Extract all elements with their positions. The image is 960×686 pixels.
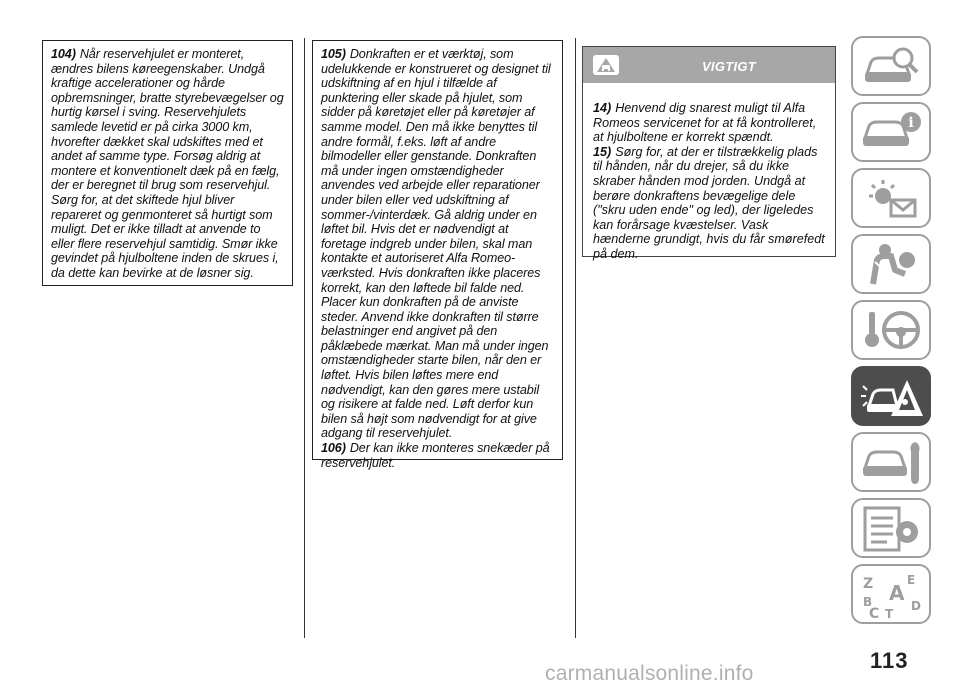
car-wrench-icon <box>859 438 925 488</box>
svg-text:A: A <box>889 581 905 605</box>
warning-box <box>582 46 836 261</box>
svg-text:E: E <box>907 573 916 587</box>
tab-index[interactable] <box>851 564 931 624</box>
note-ref: 14) <box>593 101 612 115</box>
tab-in-an-emergency[interactable] <box>851 366 931 426</box>
note-104 <box>51 47 284 281</box>
note-105 <box>321 47 554 441</box>
alphabetical-index-icon <box>859 570 925 620</box>
warning-lights-icon <box>859 174 925 224</box>
warning-body <box>583 83 835 262</box>
note-text: Der kan ikke monteres snekæder på reservehjulet. <box>321 441 550 470</box>
note-text: Sørg for, at der er tilstrækkelig plads til hånden, når du drejer, så du ikke skraber hånden mod jorden. Undgå at berøre donkraftens bevægelige dele ("skru uden ende" og led), der ligeledes kan forårsage kvæstelser. Vask hænderne grundigt, hvis du får smørefedt på dem. <box>593 144 825 261</box>
note-text: Når reservehjulet er monteret, ændres bilens køreegenskaber. Undgå kraftige accelerationer og hårde opbremsninger, bratte styrebevægelser og hurtig kørsel i sving. Reservehjulets samlede levetid er på cirka 3000 km, hvorefter dækket skal udskiftes med et andet af samme type. Forsøg aldrig at montere et konventionelt dæk på en fælg, der er beregnet til brug som reservehjul. Sørg for, at det skiftede hjul bliver repareret og genmonteret så hurtigt som muligt. Det er ikke tilladt at anvende to eller flere reservehjul samtidig. Smør ikke gevindet på hjulboltene inden de skrues i, da dette kan bevirke at de løsner sig. <box>51 47 284 280</box>
tab-starting-driving[interactable] <box>851 300 931 360</box>
note-ref: 15) <box>593 144 612 159</box>
warning-header <box>583 47 835 83</box>
tab-warning-lights[interactable] <box>851 168 931 228</box>
note-15 <box>593 145 825 262</box>
svg-text:C: C <box>869 606 880 620</box>
note-ref: 106) <box>321 441 346 456</box>
key-steering-wheel-icon <box>859 306 925 356</box>
note-14 <box>593 101 825 145</box>
note-box-104 <box>42 40 293 286</box>
specifications-list-icon <box>859 504 925 554</box>
note-ref: 104) <box>51 47 76 61</box>
svg-text:D: D <box>911 599 921 613</box>
svg-text:T: T <box>885 607 894 620</box>
svg-text:B: B <box>863 595 873 609</box>
page-number: 113 <box>870 648 909 673</box>
tab-safety[interactable] <box>851 234 931 294</box>
warning-title: VIGTIGT <box>701 59 757 74</box>
tab-technical-data[interactable] <box>851 498 931 558</box>
svg-text:Z: Z <box>863 576 874 592</box>
seatbelt-airbag-icon <box>859 240 925 290</box>
car-search-icon <box>859 42 925 92</box>
note-106 <box>321 441 554 470</box>
note-text: Donkraften er et værktøj, som udelukkende er konstrueret og designet til udskiftning af en hjul i tilfælde af punktering eller skade på hjulet, som sidder på køretøjet eller på køretøjer af samme model. Den må ikke benyttes til andre formål, f.eks. løft af andre bilmodeller eller genstande. Donkraften må under ingen omstændigheder anvendes ved arbejde eller reparationer under bilen eller ved udskiftning af sommer-/vinterdæk. Gå aldrig under en løftet bil. Hvis det er nødvendigt at foretage indgreb under bilen, skal man kontakte et autoriseret Alfa Romeo-værksted. Hvis donkraften ikke placeres korrekt, kan den løftede bil falde ned. Placer kun donkraften på de anviste steder. Anvend ikke donkraften til større belastninger end angivet på den påklæbede mærkat. Man må under ingen omstændigheder starte bilen, når den er løftet. Hvis bilen løftes mere end nødvendigt, kan den gøres mere ustabil og risikere at falde ned. Løft derfor kun bilen så højt som nødvendigt for at give adgang til reservehjulet. <box>321 47 551 441</box>
watermark: carmanualsonline.info <box>545 662 754 685</box>
car-info-icon <box>859 108 925 158</box>
note-ref: 105) <box>321 47 346 61</box>
tab-car-search[interactable] <box>851 36 931 96</box>
tab-car-info[interactable] <box>851 102 931 162</box>
column-divider-2 <box>575 38 576 638</box>
note-box-105-106 <box>312 40 563 470</box>
car-breakdown-warning-icon <box>859 372 925 422</box>
tab-maintenance[interactable] <box>851 432 931 492</box>
column-divider-1 <box>304 38 305 638</box>
svg-text:i: i <box>908 115 914 131</box>
note-text: Henvend dig snarest muligt til Alfa Romeos servicenet for at få kontrolleret, at hjulboltene er korrekt spændt. <box>593 101 817 145</box>
